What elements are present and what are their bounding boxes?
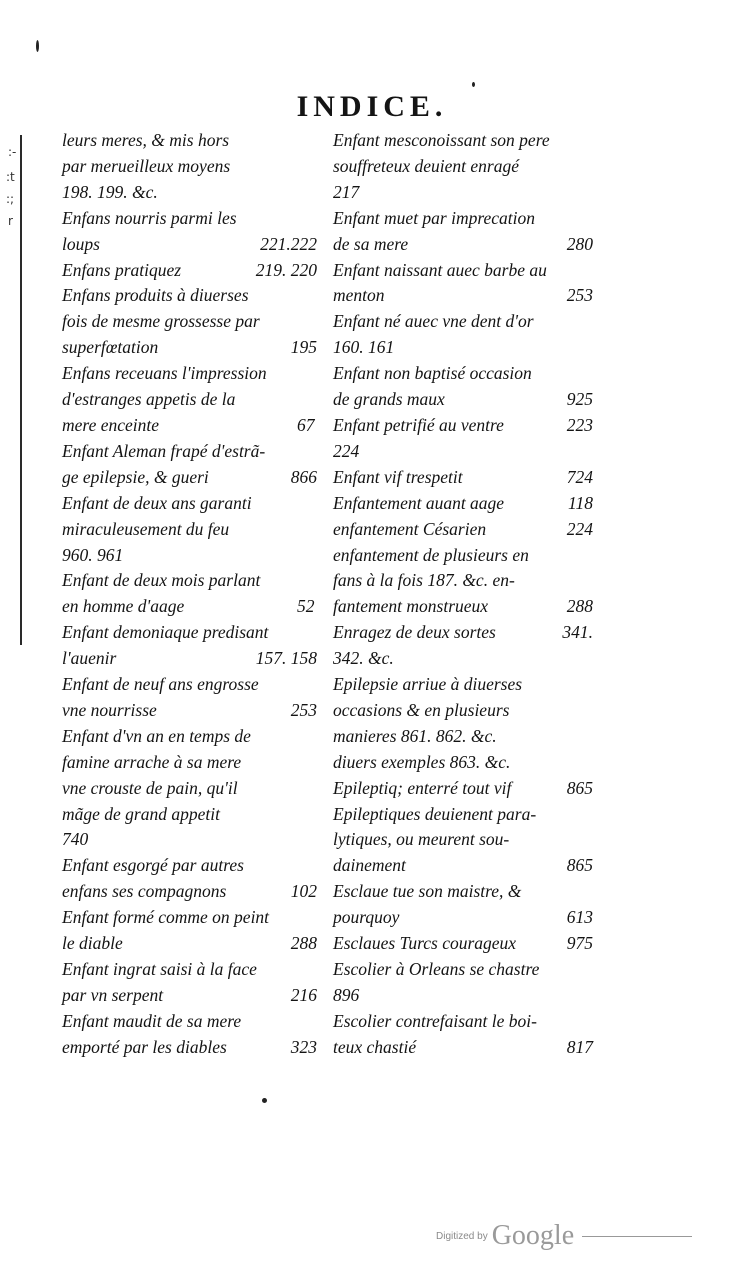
page-number: 613 [566,907,593,928]
entry-text: Enfans receuans l'impression [62,363,267,384]
entry-text: enfantement de plusieurs en [333,544,529,565]
index-entry-line [333,413,593,439]
index-entry-line [333,361,593,387]
entry-text: Enfant esgorgé par autres [62,855,244,876]
index-entry-line [333,1035,593,1061]
index-entry-line [62,931,317,957]
index-entry [333,465,593,491]
entry-text: enfans ses compagnons [62,881,227,902]
page-number: 865 [566,855,593,876]
index-entry-line [333,620,593,646]
entry-text: Escolier à Orleans se chastre [333,959,540,979]
index-entry [333,1009,593,1061]
google-logo: Google [491,1220,575,1251]
entry-text: Enfant petrifié au ventre [333,414,504,435]
index-entry-line [62,491,317,517]
index-entry-line [62,543,317,569]
scan-mark: :; [6,192,15,206]
entry-text: Enfant maudit de sa mere [62,1010,242,1031]
index-entry [333,620,593,672]
index-entry-line [62,361,317,387]
index-entry [333,491,593,621]
index-entry-line [333,983,593,1009]
index-entry-line [333,1009,593,1035]
index-entry-line [333,776,593,802]
index-entry-line [333,154,593,180]
index-entry-line [62,258,317,284]
page-number: 102 [290,881,317,902]
index-entry-line [62,672,317,698]
scan-edge-line [20,135,22,645]
entry-text: Enfant non baptisé occasion [333,363,532,384]
entry-text: Enfant demoniaque predisant [62,622,269,643]
index-entry-line [62,1035,317,1061]
entry-text: vne nourrisse [62,699,157,720]
entry-text: 342. &c. [333,648,394,669]
entry-text: Enfant de neuf ans engrosse [62,674,259,695]
page-number: 288 [290,933,317,954]
index-entry-line [62,335,317,361]
index-entry-line [62,232,317,258]
page-number: 223 [566,414,593,435]
index-entry-line [333,568,593,594]
entry-text: 198. 199. &c. [62,181,158,202]
index-entry-line [333,517,593,543]
index-entry-line [62,180,317,206]
index-entry-line [62,698,317,724]
index-entry-line [62,724,317,750]
entry-text: manieres 861. 862. &c. [333,725,497,746]
entry-text: miraculeusement du feu [62,518,230,539]
index-entry-line [333,387,593,413]
index-entry-line [333,594,593,620]
index-entry-line [333,439,593,465]
page-number: 288 [566,596,593,617]
index-entry-line [62,439,317,465]
index-entry-line [62,465,317,491]
index-entry-line [62,905,317,931]
entry-text: diuers exemples 863. &c. [333,751,511,772]
page-number: 925 [566,389,593,410]
index-entry [333,931,593,957]
index-entry-line [333,698,593,724]
entry-text: fantement monstrueux [333,596,489,617]
entry-text: Enragez de deux sortes [333,622,496,643]
index-entry-line [62,594,317,620]
ink-speck [36,40,39,52]
page-number: 118 [568,492,593,513]
page-title: INDICE. [296,90,448,123]
index-entry-line [62,776,317,802]
index-entry [62,672,317,724]
scan-mark: :- [8,145,17,159]
index-entry [62,491,317,569]
index-entry [333,413,593,465]
index-entry-line [62,128,317,154]
entry-text: mãge de grand appetit [62,803,220,824]
entry-text: Enfant naissant auec barbe au [333,259,547,280]
index-entry-line [333,206,593,232]
entry-text: par merueilleux moyens [62,155,231,176]
index-entry [62,957,317,1009]
entry-text: lytiques, ou meurent sou- [333,829,510,850]
index-entry-line [333,543,593,569]
index-entry-line [333,750,593,776]
entry-text: fois de mesme grossesse par [62,311,260,332]
entry-text: Enfans pratiquez [62,259,182,280]
page-number: 724 [566,466,593,487]
entry-text: Esclaues Turcs courageux [333,933,517,954]
left-column [62,128,317,1061]
page-number: 253 [290,699,317,720]
index-entry-line [333,258,593,284]
entry-text: superfœtation [62,337,159,358]
index-entry [62,361,317,439]
page-number: 817 [566,1036,593,1057]
entry-text: Enfant d'vn an en temps de [62,725,251,746]
entry-text: fans à la fois 187. &c. en- [333,570,515,591]
index-entry-line [62,879,317,905]
entry-text: vne crouste de pain, qu'il [62,777,238,798]
index-entry-line [333,180,593,206]
index-entry-line [62,283,317,309]
ink-speck [472,82,475,87]
entry-text: occasions & en plusieurs [333,699,510,720]
index-entry [333,802,593,880]
index-entry [62,1009,317,1061]
index-entry-line [333,672,593,698]
index-entry-line [333,931,593,957]
entry-text: Enfant muet par imprecation [333,207,536,228]
index-entry-line [333,309,593,335]
entry-text: l'auenir [62,648,117,669]
entry-text: menton [333,285,385,306]
index-entry-line [62,802,317,828]
index-entry-line [333,853,593,879]
index-entry-line [333,827,593,853]
entry-text: enfantement Césarien [333,518,487,539]
index-entry-line [62,568,317,594]
index-entry-line [62,620,317,646]
entry-text: Enfans produits à diuerses [62,285,249,306]
page-number: 865 [566,777,593,798]
entry-text: le diable [62,933,123,954]
index-entry-line [333,957,593,983]
index-entry [333,879,593,931]
index-entry [62,258,317,284]
entry-text: Enfant de deux ans garanti [62,492,252,513]
page-number: 195 [290,337,317,358]
page-number: 975 [566,933,593,954]
index-entry-line [333,724,593,750]
entry-text: Enfant de deux mois parlant [62,570,261,591]
page-number: 67 [297,414,315,435]
entry-text: souffreteux deuient enragé [333,155,519,176]
entry-text: Enfantement auant aage [333,492,505,513]
entry-text: d'estranges appetis de la [62,389,236,410]
index-entry-line [62,827,317,853]
index-entry [333,258,593,310]
entry-text: Epileptiques deuienent para- [333,803,537,824]
scan-mark: r [8,214,13,228]
index-entry-line [62,517,317,543]
index-entry [333,309,593,361]
entry-text: famine arrache à sa mere [62,751,242,772]
index-entry-line [62,387,317,413]
footer-rule [582,1236,692,1237]
index-entry [62,853,317,905]
digitized-label: Digitized by [436,1230,488,1242]
page-number: 219. 220 [255,259,317,280]
index-entry-line [333,879,593,905]
entry-text: 896 [333,984,360,1005]
index-entry [62,620,317,672]
index-entry-line [62,646,317,672]
page-number: 216 [290,984,317,1005]
entry-text: en homme d'aage [62,596,185,617]
entry-text: Escolier contrefaisant le boi- [333,1010,537,1031]
index-entry-line [333,128,593,154]
index-entry-line [62,154,317,180]
index-entry [62,905,317,957]
entry-text: Enfant Aleman frapé d'estrã- [62,440,266,461]
entry-text: de grands maux [333,389,445,410]
index-entry-line [62,206,317,232]
index-entry-line [333,491,593,517]
entry-text: pourquoy [333,907,400,928]
index-entry-line [62,853,317,879]
entry-text: de sa mere [333,233,409,254]
page-number: 341. [562,622,593,643]
index-entry-line [62,1009,317,1035]
right-column [333,128,593,1061]
entry-text: Enfant ingrat saisi à la face [62,959,257,979]
index-entry [333,672,593,776]
page-number: 52 [297,596,315,617]
index-entry [62,206,317,258]
entry-text: 740 [62,829,89,850]
index-entry-line [333,465,593,491]
entry-text: mere enceinte [62,414,160,435]
ink-speck [262,1098,267,1103]
entry-text: Epileptiq; enterré tout vif [333,777,512,798]
index-entry [62,128,317,206]
entry-text: 960. 961 [62,544,124,565]
entry-text: Enfans nourris parmi les [62,207,237,228]
entry-text: Enfant vif trespetit [333,466,463,487]
entry-text: Enfant mesconoissant son pere [333,130,550,150]
index-entry-line [333,232,593,258]
page-number: 280 [566,233,593,254]
index-entry [333,206,593,258]
index-entry-line [62,309,317,335]
page-number: 323 [290,1036,317,1057]
index-entry [333,776,593,802]
entry-text: loups [62,233,100,254]
entry-text: Enfant formé comme on peint [62,907,270,928]
index-entry [62,724,317,854]
index-entry-line [62,957,317,983]
index-entry-line [62,413,317,439]
entry-text: Enfant né auec vne dent d'or [333,311,534,332]
page-number: 253 [566,285,593,306]
index-entry [333,957,593,1009]
index-entry-line [62,750,317,776]
entry-text: emporté par les diables [62,1036,227,1057]
index-entry [333,361,593,413]
entry-text: leurs meres, & mis hors [62,130,230,150]
entry-text: 224 [333,440,360,461]
index-entry-line [333,646,593,672]
scan-mark: :t [6,170,15,184]
index-entry [333,128,593,206]
page-number: 224 [566,518,593,539]
entry-text: ge epilepsie, & gueri [62,466,209,487]
page-number: 157. 158 [255,648,317,669]
page-number: 221.222 [260,233,317,254]
entry-text: 160. 161 [333,337,395,358]
index-entry [62,568,317,620]
page-number: 866 [290,466,317,487]
index-entry [62,283,317,361]
index-entry-line [333,802,593,828]
index-entry-line [333,335,593,361]
index-entry-line [62,983,317,1009]
entry-text: Esclaue tue son maistre, & [333,881,522,902]
index-entry-line [333,283,593,309]
entry-text: 217 [333,181,360,202]
entry-text: teux chastié [333,1036,417,1057]
entry-text: Epilepsie arriue à diuerses [333,674,523,695]
index-entry [62,439,317,491]
entry-text: dainement [333,855,406,876]
digitized-footer [436,1220,692,1252]
entry-text: par vn serpent [62,984,164,1005]
index-entry-line [333,905,593,931]
